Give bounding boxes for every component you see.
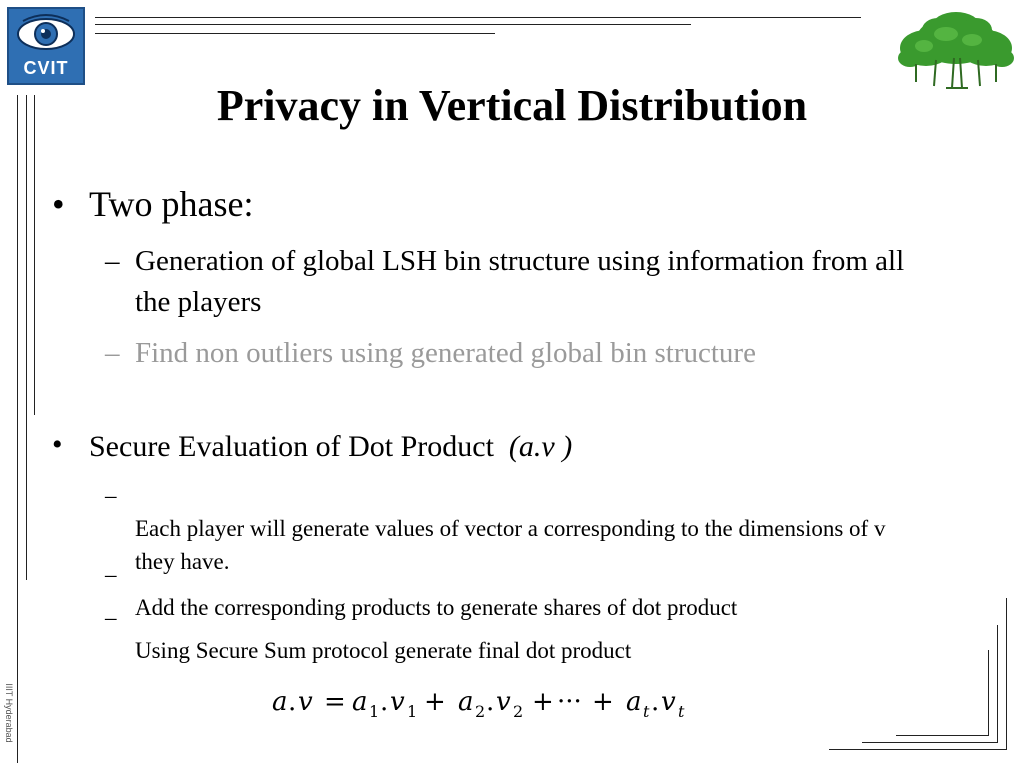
dot-product-notation: (a.v ) [508, 430, 573, 463]
svg-text:.: . [651, 687, 660, 717]
dash-mark: – [105, 337, 120, 369]
left-rule-2 [26, 95, 27, 580]
svg-text:v: v [390, 687, 405, 717]
dash-mark: – [105, 483, 117, 508]
svg-text:+: + [532, 687, 554, 717]
svg-text:.: . [380, 687, 389, 717]
bullet-mark: • [52, 428, 63, 461]
svg-text:+: + [592, 687, 614, 717]
top-rule-2 [95, 24, 691, 25]
subitem-text: Generation of global LSH bin structure using information from all the players [135, 245, 905, 318]
eye-icon [15, 13, 77, 55]
bullet-label: Two phase: [89, 184, 254, 224]
subitem-find-non-outliers [105, 333, 925, 374]
svg-text:=: = [324, 687, 346, 717]
subitem-text: Add the corresponding products to generate shares of dot product [135, 595, 738, 620]
slide-title: Privacy in Vertical Distribution [216, 81, 808, 130]
svg-text:.: . [486, 687, 495, 717]
svg-text:a: a [352, 687, 368, 717]
svg-text:2: 2 [513, 702, 524, 721]
bullet-label: Secure Evaluation of Dot Product [89, 430, 494, 463]
bottom-rule-1 [829, 749, 1007, 750]
svg-text:.: . [288, 687, 297, 717]
svg-text:···: ··· [557, 687, 582, 717]
cvit-logo [7, 7, 85, 85]
svg-text:t: t [643, 702, 650, 721]
right-rule-1 [1006, 598, 1007, 750]
bottom-rule-2 [862, 742, 998, 743]
subitem-text: Using Secure Sum protocol generate final dot product [135, 638, 632, 663]
bullet-label-wrap [89, 430, 572, 464]
bullet-mark: • [52, 184, 65, 224]
left-rule-3 [34, 95, 35, 415]
top-rule-3 [95, 33, 495, 34]
institution-label: IIIT Hyderabad [4, 683, 14, 743]
right-rule-3 [988, 650, 989, 736]
right-rule-2 [997, 625, 998, 743]
svg-text:a: a [626, 687, 642, 717]
subitem-text: Each player will generate values of vector a corresponding to the dimensions of v they have. [135, 516, 886, 574]
svg-text:1: 1 [369, 702, 380, 721]
subitem-secure-sum [105, 601, 905, 667]
dash-mark: – [105, 605, 117, 630]
bottom-rule-3 [896, 735, 989, 736]
svg-text:v: v [298, 687, 313, 717]
top-rule-1 [95, 17, 861, 18]
svg-text:a: a [458, 687, 474, 717]
svg-text:v: v [496, 687, 511, 717]
svg-text:a: a [272, 687, 288, 717]
svg-text:t: t [678, 702, 685, 721]
svg-text:1: 1 [407, 702, 418, 721]
dash-mark: – [105, 562, 117, 587]
subitem-text: Find non outliers using generated global bin structure [135, 337, 756, 369]
svg-text:+: + [424, 687, 446, 717]
svg-text:2: 2 [475, 702, 486, 721]
svg-text:v: v [661, 687, 676, 717]
dot-product-formula [272, 680, 702, 722]
tree-icon [896, 8, 1016, 90]
logo-text: CVIT [23, 58, 69, 78]
subitem-generation [105, 241, 925, 323]
dash-mark: – [105, 245, 120, 277]
left-rule-1 [17, 95, 18, 763]
